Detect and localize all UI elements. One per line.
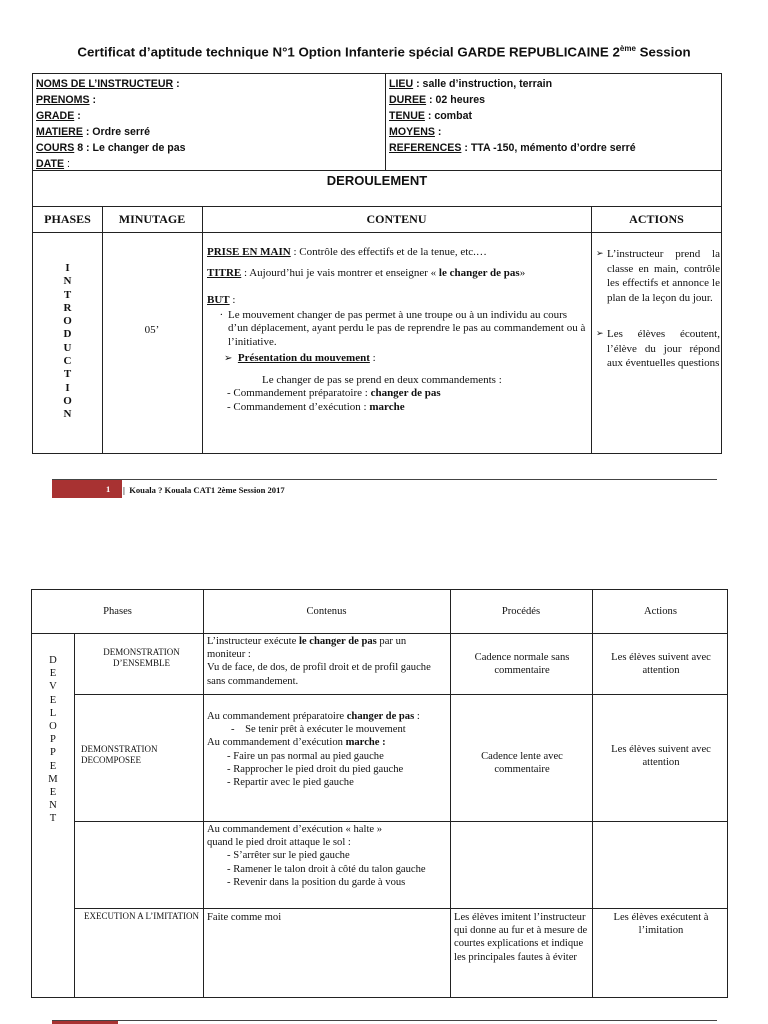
phase-letter: E: [49, 760, 57, 772]
lesson-plan-table: [32, 73, 722, 454]
phase-letter: O: [49, 721, 57, 733]
phase-letter: T: [63, 288, 72, 301]
header-left: [36, 76, 186, 172]
phase-letter: P: [50, 734, 56, 746]
phase-letter: E: [49, 668, 57, 680]
phase-developpement: [32, 654, 74, 826]
step-item: - S’arrêter sur le pied gauche: [227, 850, 350, 862]
footer-divider-2: [52, 1020, 717, 1021]
contenu-row-4: Faite comme moi: [207, 912, 282, 923]
step-item: - Faire un pas normal au pied gauche: [227, 750, 384, 762]
titre-line: TITRE : Aujourd’hui je vais montrer et enseigner « le changer de pas»: [207, 266, 526, 279]
phase-letter: O: [63, 394, 72, 407]
cmd-execution: - Commandement d’exécution : marche: [227, 400, 405, 413]
procede-row-4: Les élèves imitent l’instructeur qui donne au fur et à mesure de courtes explications et indique les principales fautes à éviter: [454, 912, 588, 963]
action-row-2: Les élèves suivent avec attention: [611, 744, 711, 769]
header-right: [389, 76, 636, 156]
phase-letter: L: [49, 707, 57, 719]
contenu-row-3: Au commandement d’exécution « halte » quand le pied droit attaque le sol : - S’arrêter sur le pied gauche - Ramener le talon droit à côté du talon gauche - Revenir dans la position du garde à vous: [207, 823, 447, 889]
but-text: . Le mouvement changer de pas permet à une troupe ou à un individu au cours d’un déplacement, ayant perdu le pas de reprendre le pas au commandement ou à l’initiative.: [220, 305, 586, 348]
col-header-actions: Actions: [644, 606, 677, 617]
instructeur-field: NOMS DE L’INSTRUCTEUR :: [36, 78, 180, 90]
procede-row-1: Cadence normale sans commentaire: [474, 652, 570, 677]
contenu-row-1: L’instructeur exécute le changer de pas par un moniteur : Vu de face, de dos, de profil droit et de profil gauche sans commandement.: [207, 636, 431, 687]
tenir-line: - Se tenir prêt à exécuter le mouvement: [231, 724, 406, 736]
phase-letter: I: [65, 381, 70, 394]
col-header-procedes: Procédés: [501, 606, 541, 617]
step-item: - Revenir dans la position du garde à vous: [227, 876, 406, 888]
action-item: ➢ Les élèves écoutent, l’élève du jour répond aux éventuelles questions: [596, 328, 720, 369]
phase-letter: T: [49, 813, 57, 825]
col-header-minutage: MINUTAGE: [118, 212, 186, 226]
phase-letter: D: [49, 655, 57, 666]
col-header-contenu: CONTENU: [366, 212, 427, 226]
contenu-row-2: Au commandement préparatoire changer de pas : - Se tenir prêt à exécuter le mouvement Au commandement d’exécution marche : - Faire un pas normal au pied gauche - Rapprocher le pied droit du pied gauche - Repartir avec le pied gauche: [207, 710, 447, 789]
step-item: - Rapprocher le pied droit du pied gauche: [227, 763, 404, 775]
cours-field: COURS 8 : Le changer de pas: [36, 142, 186, 154]
phase-letter: U: [63, 341, 72, 354]
phase-introduction: [33, 262, 102, 422]
action-row-4: Les élèves exécutent à l’imitation: [613, 912, 709, 937]
action-item: ➢ L’instructeur prend la classe en main, contrôle les effectifs et annonce le plan de la leçon du jour.: [596, 248, 720, 304]
subphase-execution-imitation: EXECUTION A L’IMITATION: [84, 911, 199, 921]
cmd-preparatoire: - Commandement préparatoire : changer de pas: [227, 387, 441, 399]
phase-letter: I: [65, 262, 70, 274]
prise-en-main: PRISE EN MAIN : Contrôle des effectifs et de la tenue, etc.…: [207, 246, 487, 258]
grade-field: GRADE :: [36, 110, 81, 122]
footer-divider: [52, 479, 717, 480]
step-item: - Repartir avec le pied gauche: [227, 777, 354, 789]
development-table: [31, 589, 728, 998]
phase-letter: E: [49, 694, 57, 706]
phase-letter: N: [49, 800, 57, 812]
col-header-contenus: Contenus: [306, 606, 347, 617]
col-header-actions: ACTIONS: [629, 212, 684, 226]
step-item: - Ramener le talon droit à côté du talon gauche: [227, 863, 426, 875]
minutage-value: 05’: [144, 324, 160, 336]
deroulement-heading: DEROULEMENT: [326, 173, 428, 188]
matiere-field: MATIERE : Ordre serré: [36, 126, 151, 138]
footer-bar: [52, 480, 122, 498]
page-number: 1: [106, 484, 111, 494]
phase-letter: N: [63, 408, 72, 421]
actions-cell: [596, 247, 720, 371]
phase-letter: E: [49, 787, 57, 799]
phase-letter: D: [63, 328, 72, 341]
contenu-cell: [207, 246, 589, 414]
subphase-demonstration-decomposee: DEMONSTRATION DECOMPOSEE: [81, 744, 158, 765]
phase-letter: V: [49, 681, 57, 693]
phase-letter: P: [50, 747, 56, 759]
phase-letter: M: [48, 773, 58, 785]
prenoms-field: PRENOMS :: [36, 94, 97, 106]
page-title: Certificat d’aptitude technique N°1 Option Infanterie spécial GARDE REPUBLICAINE 2ème Session: [77, 44, 691, 60]
phase-letter: N: [63, 275, 72, 288]
presentation-heading: ➢ Présentation du mouvement :: [224, 352, 376, 364]
moyens-field: MOYENS :: [389, 126, 442, 138]
lieu-field: LIEU : salle d’instruction, terrain: [389, 78, 553, 90]
duree-field: DUREE : 02 heures: [389, 94, 485, 106]
phase-letter: C: [63, 355, 72, 368]
col-header-phases: Phases: [103, 606, 132, 617]
footer-label: | Kouala ? Kouala CAT1 2ème Session 2017: [123, 485, 285, 495]
references-field: REFERENCES : TTA -150, mémento d’ordre serré: [389, 142, 636, 154]
procede-row-2: Cadence lente avec commentaire: [481, 751, 563, 776]
deux-commandements: Le changer de pas se prend en deux commandements :: [262, 373, 502, 386]
date-field: DATE :: [36, 158, 70, 170]
subphase-demonstration-ensemble: DEMONSTRATION D’ENSEMBLE: [103, 647, 180, 668]
tenue-field: TENUE : combat: [389, 110, 472, 122]
but-line: BUT :: [207, 294, 236, 306]
phase-letter: R: [63, 301, 72, 314]
action-row-1: Les élèves suivent avec attention: [611, 652, 711, 677]
phase-letter: T: [63, 368, 72, 381]
phase-letter: O: [63, 315, 72, 328]
col-header-phases: PHASES: [44, 212, 91, 226]
